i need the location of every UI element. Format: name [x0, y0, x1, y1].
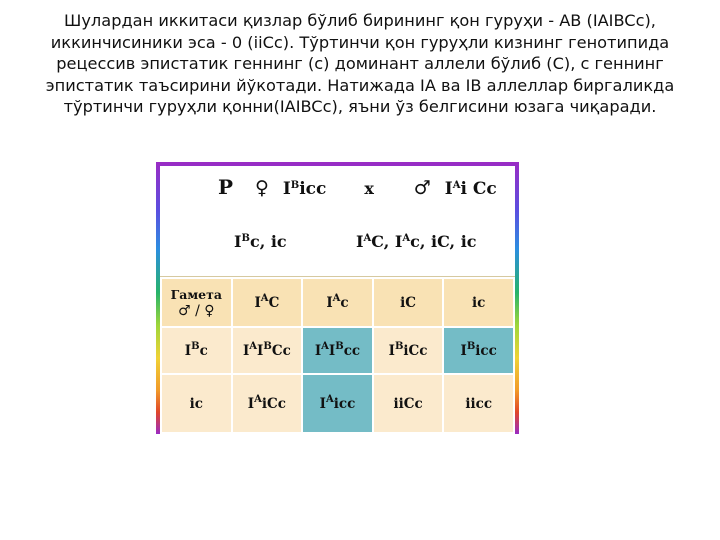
col-header: $I^AC$ [232, 278, 303, 327]
punnett-square [160, 277, 515, 434]
punnett-cell: iiCc [373, 374, 444, 433]
female-symbol-icon: ♀ [254, 177, 269, 199]
gamete-label: Гамета [170, 286, 222, 302]
cross-sign: x [364, 179, 374, 198]
intro-paragraph: Шулардан иккитаси қизлар бўлиб бирининг қон гуруҳи - АВ (IAIBCc), иккинчисиники эса - 0 (iiCc). Тўртинчи қон гуруҳли кизнинг генотипида рецессив эпистатик геннинг (c) доминант аллели бўлиб (C), c геннинг эпистатик таъсирини йўкотади. Натижада IA ва IB аллеллар биргаликда тўртинчи гуруҳли қонни(IAIBCc), яъни ўз белгисини юзага чиқаради. [45, 11, 675, 116]
punnett-cell: iicc [443, 374, 514, 433]
punnett-cell: $I^AiCc$ [232, 374, 303, 433]
punnett-cell-highlighted: $I^AI^Bcc$ [302, 327, 373, 374]
gender-symbols: ♂ / ♀ [178, 302, 215, 319]
male-gametes: $I^AC$, $I^Ac$, iC, ic [356, 232, 477, 251]
punnett-header-row [161, 278, 514, 327]
row-header: $I^Bc$ [161, 327, 232, 374]
punnett-cell: $I^AI^BCc$ [232, 327, 303, 374]
punnett-row [161, 374, 514, 433]
col-header: ic [443, 278, 514, 327]
punnett-cell-highlighted: $I^Aicc$ [302, 374, 373, 433]
col-header: iC [373, 278, 444, 327]
punnett-corner [161, 278, 232, 327]
female-gametes: $I^Bc$, ic [234, 232, 287, 251]
cross-section [160, 166, 515, 277]
punnett-cell: $I^BiCc$ [373, 327, 444, 374]
parents-line [218, 175, 497, 199]
genetics-table-frame [156, 162, 519, 434]
male-genotype: $I^Ai$ Cc [444, 179, 497, 199]
female-genotype: $I^Bicc$ [282, 179, 327, 199]
punnett-row [161, 327, 514, 374]
col-header: $I^Ac$ [302, 278, 373, 327]
row-header: ic [161, 374, 232, 433]
genetics-table [160, 166, 515, 430]
punnett-cell-highlighted: $I^Bicc$ [443, 327, 514, 374]
male-symbol-icon: ♂ [413, 177, 431, 199]
parents-label: P [218, 175, 234, 199]
